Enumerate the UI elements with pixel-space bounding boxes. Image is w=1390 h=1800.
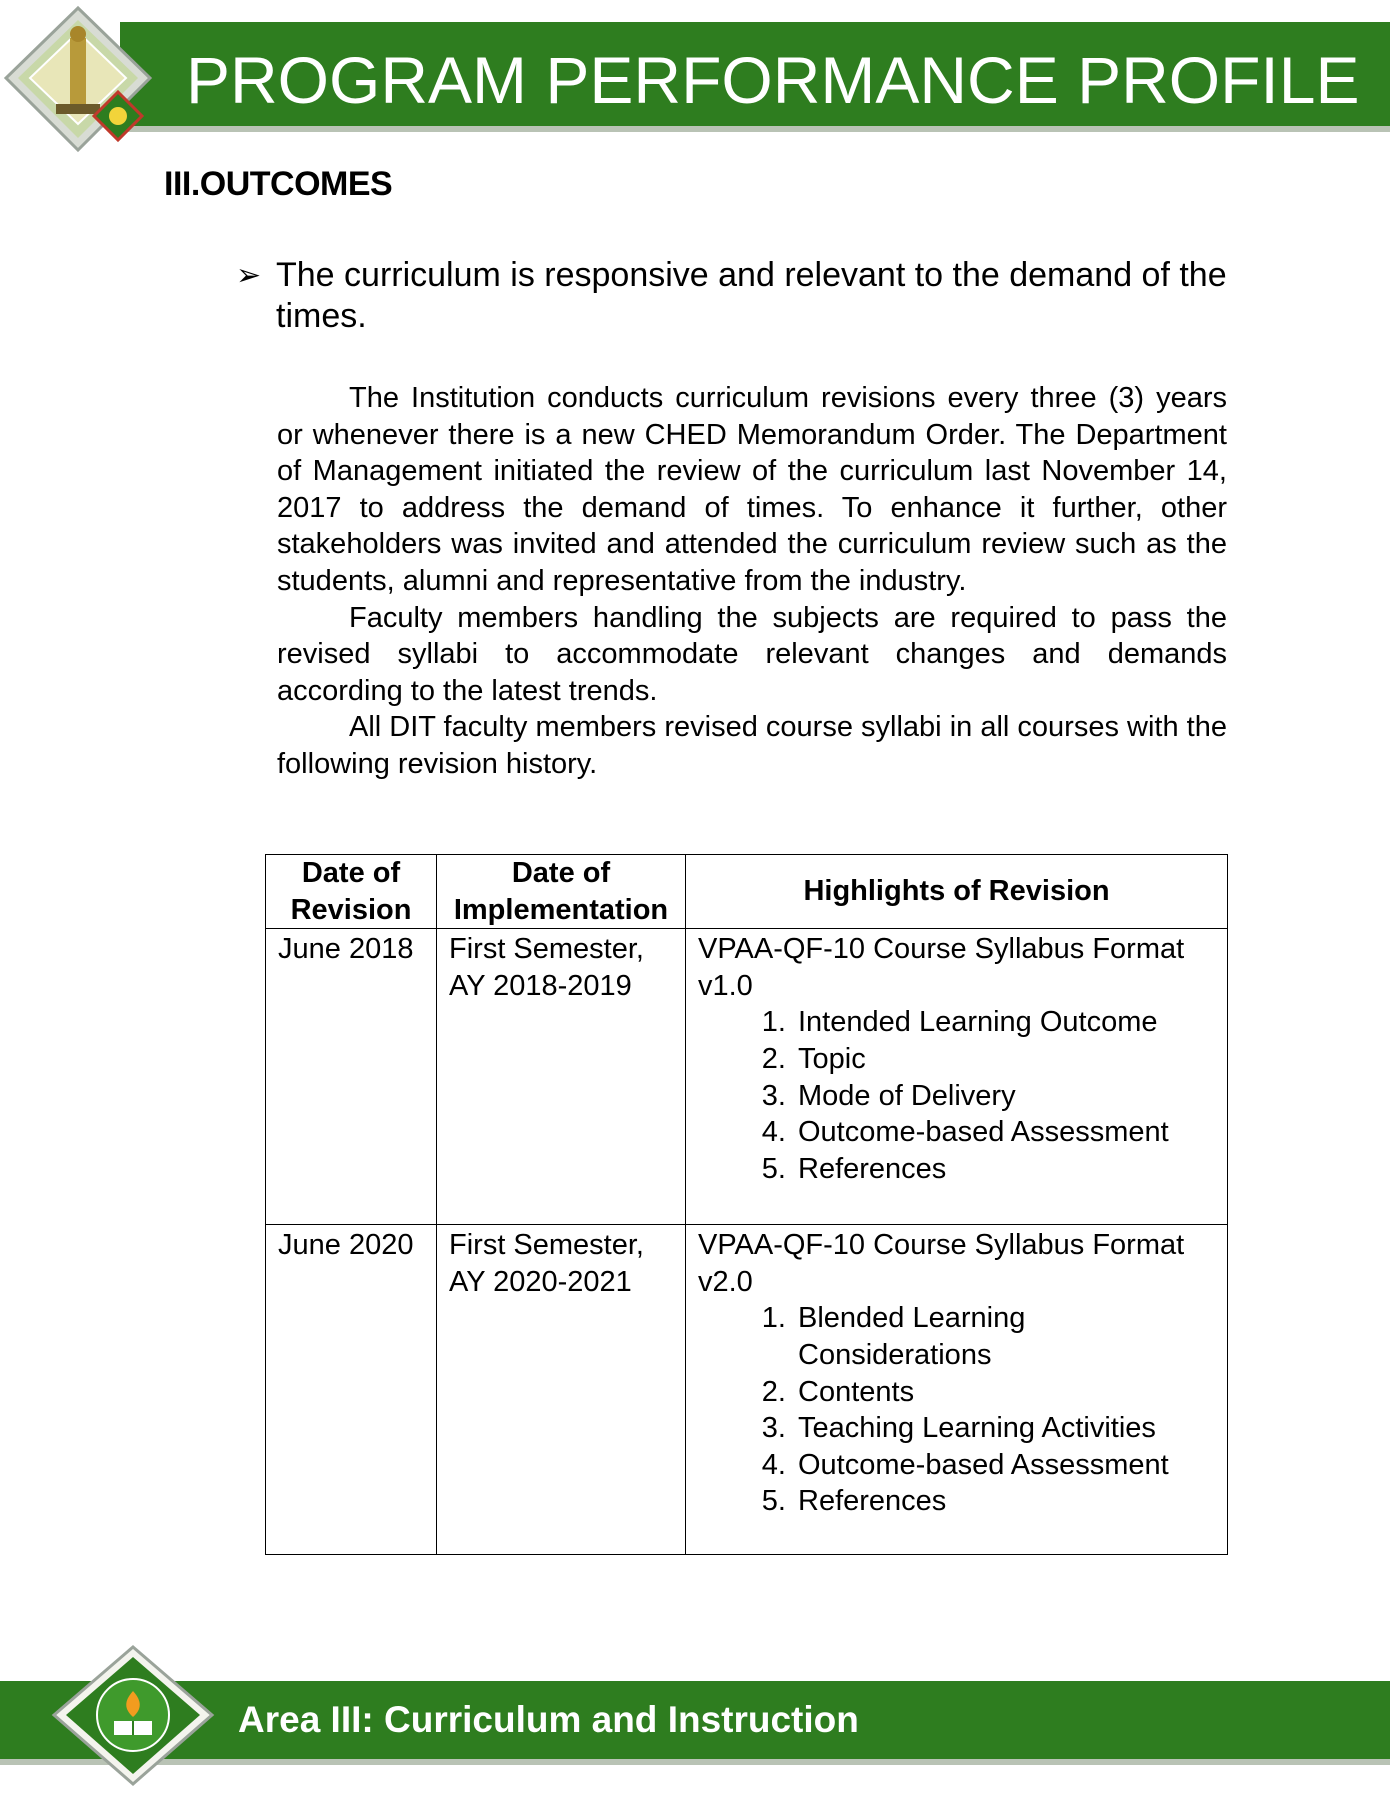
university-statue-logo-icon — [0, 0, 190, 165]
list-item: 5. References — [794, 1151, 1215, 1188]
list-item: 3. Teaching Learning Activities — [794, 1410, 1215, 1447]
paragraph: The Institution conducts curriculum revisions every three (3) years or whenever there is a new CHED Memorandum Order. The Department of Management initiated the review of the curriculum last November 14, 2017 to address the demand of times. To enhance it further, other stakeholders was invited and attended the curriculum review such as the students, alumni and representative from the industry. — [277, 382, 1227, 597]
revision-date-cell: June 2020 — [266, 1225, 437, 1555]
highlight-list — [698, 1004, 1215, 1187]
table-header-row — [266, 855, 1228, 929]
list-item: 1. Blended Learning Considerations — [794, 1300, 1215, 1373]
footer-title: Area III: Curriculum and Instruction — [238, 1699, 859, 1740]
paragraph: Faculty members handling the subjects are required to pass the revised syllabi to accommodate relevant changes and demands according to the latest trends. — [277, 601, 1227, 707]
column-header-date-of-revision: Date of Revision — [266, 855, 437, 929]
page-title: PROGRAM PERFORMANCE PROFILE — [186, 43, 1360, 117]
highlights-cell — [686, 929, 1228, 1225]
list-item: 4. Outcome-based Assessment — [794, 1447, 1215, 1484]
arrow-bullet-icon: ➢ — [236, 259, 262, 292]
list-item: 2. Topic — [794, 1041, 1215, 1078]
list-item: 5. References — [794, 1483, 1215, 1520]
list-item: 3. Mode of Delivery — [794, 1078, 1215, 1115]
list-item: 4. Outcome-based Assessment — [794, 1114, 1215, 1151]
body-text — [277, 380, 1227, 783]
highlight-list — [698, 1300, 1215, 1520]
revision-history-table — [265, 854, 1228, 1555]
university-seal-icon — [50, 1643, 216, 1788]
section-heading: III.OUTCOMES — [164, 165, 393, 203]
implementation-cell: First Semester, AY 2018-2019 — [437, 929, 686, 1225]
column-header-highlights: Highlights of Revision — [686, 855, 1228, 929]
outcome-statement: The curriculum is responsive and relevant to the demand of the times. — [276, 256, 1227, 335]
paragraph: All DIT faculty members revised course syllabi in all courses with the following revision history. — [277, 711, 1227, 780]
list-item: 2. Contents — [794, 1374, 1215, 1411]
table-row — [266, 1225, 1228, 1555]
syllabus-format: VPAA-QF-10 Course Syllabus Format v1.0 — [698, 933, 1185, 1002]
highlights-cell — [686, 1225, 1228, 1555]
outcome-bullet — [236, 255, 1231, 337]
list-item: 1. Intended Learning Outcome — [794, 1004, 1215, 1041]
table-row — [266, 929, 1228, 1225]
revision-date-cell: June 2018 — [266, 929, 437, 1225]
syllabus-format: VPAA-QF-10 Course Syllabus Format v2.0 — [698, 1229, 1185, 1298]
implementation-cell: First Semester, AY 2020-2021 — [437, 1225, 686, 1555]
column-header-date-of-implementation: Date of Implementation — [437, 855, 686, 929]
